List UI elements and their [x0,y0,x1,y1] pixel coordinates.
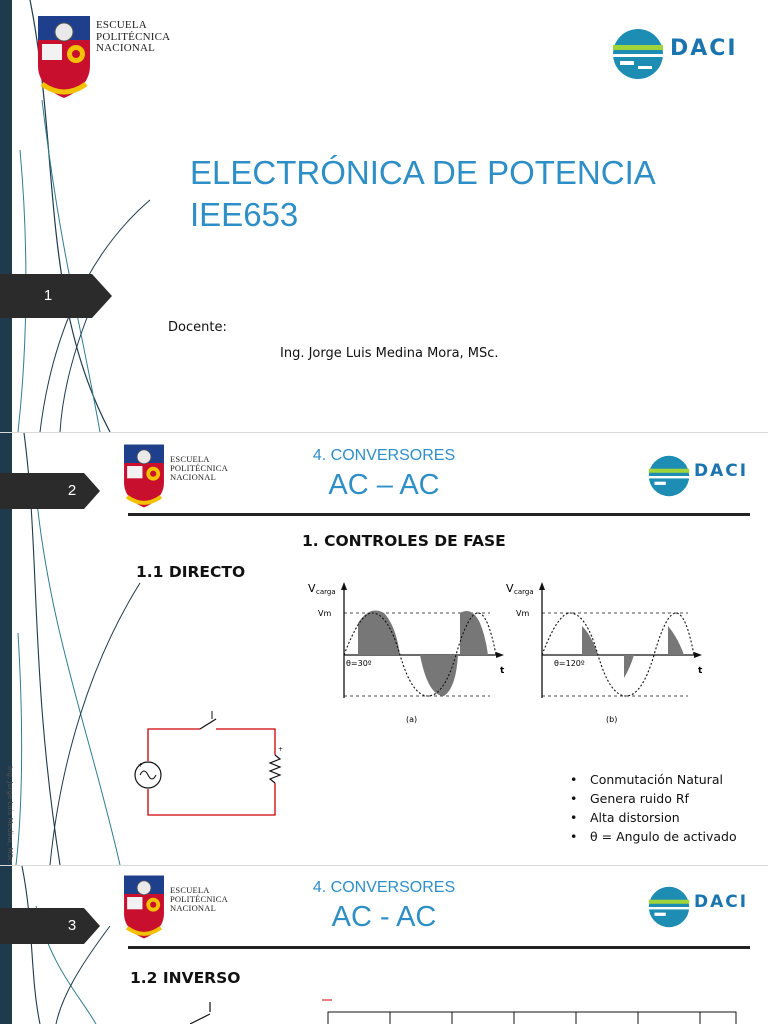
theta-label: θ=30º [346,659,372,668]
caption-b: (b) [606,715,618,724]
vm-label: Vm [516,609,530,618]
slide-2[interactable] [0,433,768,865]
waveform-chart-a [300,578,510,728]
slide-number-tag: 1 [0,274,112,318]
caption-a: (a) [406,715,418,724]
institution-name: ESCUELA POLITÉCNICA NACIONAL [96,19,171,55]
daci-logo-icon [648,886,690,928]
vm-label: Vm [318,609,332,618]
t-axis-label: t [500,666,505,676]
t-axis-label: t [698,666,703,676]
bullet-item: • Conmutación Natural [566,770,737,789]
section-subtitle: 4. CONVERSORES [312,447,456,464]
slide-heading: 1. CONTROLES DE FASE [302,532,506,550]
circuit-partial [180,1002,220,1024]
docente-label: Docente: [168,320,227,335]
institution-name: ESCUELA POLITÉCNICA NACIONAL [170,454,228,482]
slide-3[interactable] [0,866,768,1024]
slide-number-tag: 2 [0,473,112,509]
header-divider [128,513,750,516]
slide-number-tag: 3 [0,908,112,944]
section-subtitle: 4. CONVERSORES [312,879,456,896]
daci-logo-icon [612,28,664,80]
slide-1[interactable] [0,0,768,432]
daci-logo-icon [648,455,690,497]
course-title: ELECTRÓNICA DE POTENCIA IEE653 [190,154,656,233]
feature-list [566,770,737,846]
daci-wordmark: DACI [694,892,749,912]
docente-name: Ing. Jorge Luis Medina Mora, MSc. [280,346,499,361]
daci-wordmark: DACI [670,36,738,61]
y-axis-sub: carga [514,588,534,596]
circuit-diagram [130,703,300,823]
daci-wordmark: DACI [694,461,749,481]
subsection-heading: 1.2 INVERSO [130,969,241,987]
bullet-item: • θ = Angulo de activado [566,827,737,846]
bullet-item: • Genera ruido Rf [566,789,737,808]
section-title: AC – AC [328,469,440,501]
bullet-item: • Alta distorsion [566,808,737,827]
svg-text:+: + [138,762,144,769]
subsection-heading: 1.1 DIRECTO [136,563,246,581]
epn-logo [36,14,92,100]
y-axis-sub: carga [316,588,336,596]
y-axis-label: V [506,582,514,595]
header-divider [128,946,750,949]
author-watermark: Ing. Jorge Luis Medina, MSc. [6,766,14,864]
institution-name: ESCUELA POLITÉCNICA NACIONAL [170,885,228,913]
theta-label: θ=120º [554,659,585,668]
y-axis-label: V [308,582,316,595]
svg-text:+: + [278,746,284,753]
waveform-chart-b [498,578,708,728]
waveform-grid [318,996,738,1024]
section-title: AC - AC [331,901,437,933]
